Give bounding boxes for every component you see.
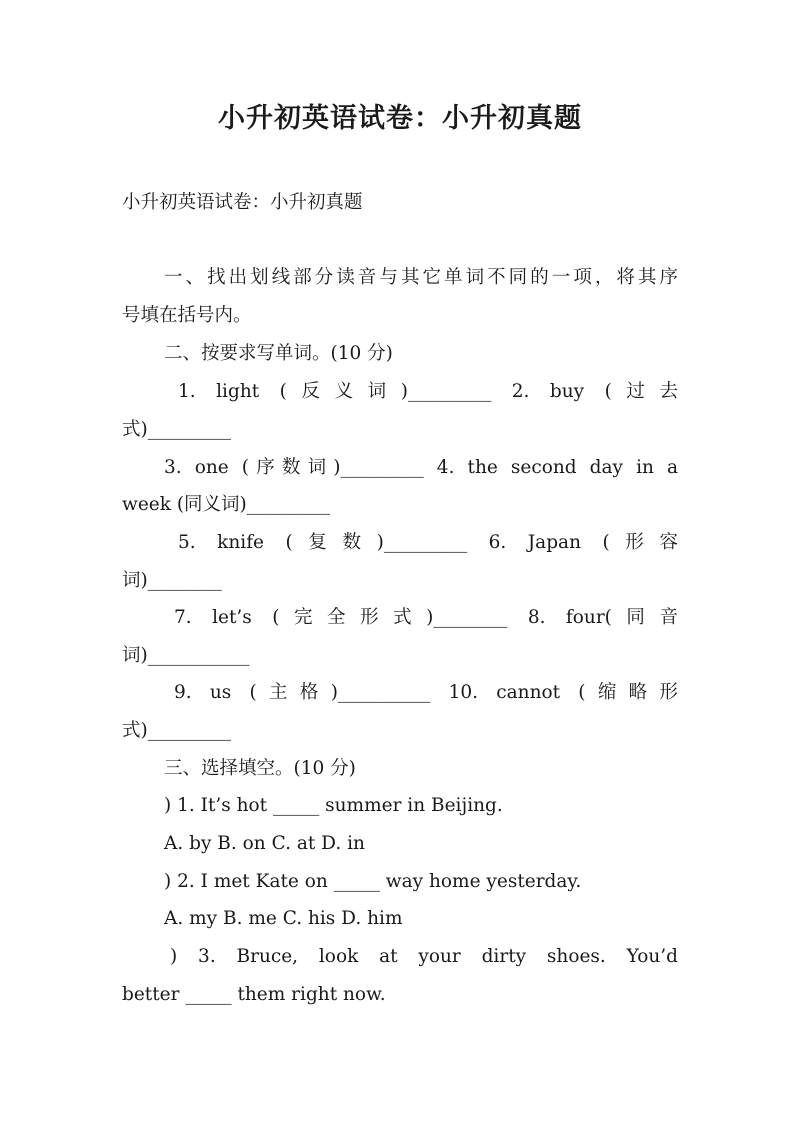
- section-2-q7-q8-line-1: 7. let’s (完全形式)________ 8. four(同音: [174, 607, 678, 628]
- section-2-q3-q4-line-2: week (同义词)_________: [122, 494, 331, 515]
- section-2-q1-q2-line-2: 式)_________: [122, 419, 231, 440]
- section-3-question-3-line-2: better _____ them right now.: [122, 984, 386, 1005]
- section-2-q9-q10-line-2: 式)_________: [122, 720, 231, 741]
- section-3-question-1-options: A. by B. on C. at D. in: [164, 833, 365, 854]
- section-2-q3-q4-line-1: 3. one (序数词)_________ 4. the second day in a: [164, 457, 678, 478]
- section-3-heading: 三、选择填空。(10 分): [164, 758, 356, 779]
- document-subtitle: 小升初英语试卷：小升初真题: [122, 192, 363, 213]
- section-3-question-1: ) 1. It’s hot _____ summer in Beijing.: [164, 795, 503, 816]
- section-1-line-2: 号填在括号内。: [122, 305, 252, 326]
- section-2-q7-q8-line-2: 词)___________: [122, 645, 250, 666]
- section-2-q9-q10-line-1: 9. us (主格)__________ 10. cannot (缩略形: [174, 682, 678, 703]
- document-title: 小升初英语试卷：小升初真题: [218, 103, 582, 134]
- section-3-question-2: ) 2. I met Kate on _____ way home yesterday.: [164, 871, 582, 892]
- section-2-q5-q6-line-2: 词)________: [122, 570, 222, 591]
- section-1-line-1: 一、找出划线部分读音与其它单词不同的一项，将其序: [164, 267, 678, 288]
- section-2-heading: 二、按要求写单词。(10 分): [164, 343, 393, 364]
- section-2-q5-q6-line-1: 5. knife (复数)_________ 6. Japan (形容: [178, 532, 678, 553]
- section-3-question-2-options: A. my B. me C. his D. him: [164, 908, 403, 929]
- section-2-q1-q2-line-1: 1. light (反义词)_________ 2. buy (过去: [178, 381, 678, 402]
- section-3-question-3-line-1: ) 3. Bruce, look at your dirty shoes. You’d: [170, 946, 678, 967]
